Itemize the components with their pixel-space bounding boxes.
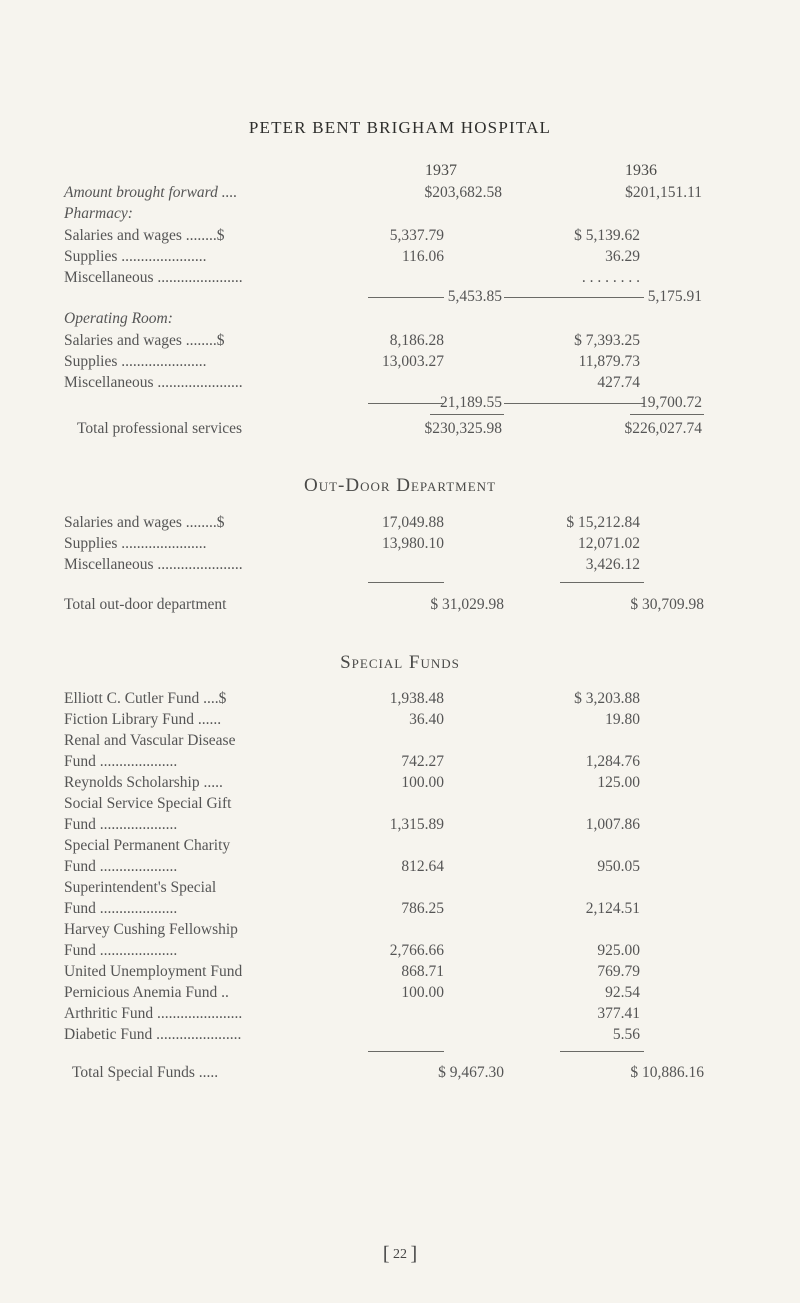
total-professional-1937: $230,325.98	[424, 420, 502, 437]
special-total-label: Total Special Funds .....	[72, 1064, 219, 1081]
fund-1937: 1,938.48	[389, 690, 444, 707]
special-funds-title: Special Funds	[340, 652, 460, 673]
fund-1936: 925.00	[597, 942, 640, 959]
pharmacy-row-1936: 36.29	[605, 248, 640, 265]
fund-1936: 769.79	[597, 963, 640, 980]
fund-1936: 2,124.51	[585, 900, 640, 917]
fund-1937: 100.00	[401, 984, 444, 1001]
operating-row-label: Salaries and wages ........$	[64, 332, 225, 349]
fund-label-cont: Fund ....................	[64, 858, 178, 875]
operating-subtotal-1936: 19,700.72	[640, 394, 702, 411]
fund-label: Harvey Cushing Fellowship	[64, 921, 238, 938]
outdoor-row-1936: 3,426.12	[585, 556, 640, 573]
pharmacy-rule-1936	[504, 297, 644, 298]
page-number	[372, 1243, 428, 1266]
outdoor-rule-1936	[560, 582, 644, 583]
outdoor-total-label: Total out-door department	[64, 596, 227, 613]
pharmacy-row-label: Miscellaneous ......................	[64, 269, 243, 286]
forward-1936: $201,151.11	[625, 184, 702, 201]
pharmacy-row-label: Supplies ......................	[64, 248, 207, 265]
fund-1937: 868.71	[401, 963, 444, 980]
fund-1937: 742.27	[401, 753, 444, 770]
fund-label: Arthritic Fund ......................	[64, 1005, 243, 1022]
pharmacy-subtotal-1936: 5,175.91	[647, 288, 702, 305]
fund-1936: 92.54	[605, 984, 640, 1001]
page-header: PETER BENT BRIGHAM HOSPITAL	[248, 118, 552, 137]
outdoor-row-label: Salaries and wages ........$	[64, 514, 225, 531]
outdoor-row-1936: 12,071.02	[578, 535, 640, 552]
fund-label: Fiction Library Fund ......	[64, 711, 222, 728]
fund-label: United Unemployment Fund	[64, 963, 243, 980]
operating-row-1936: $ 7,393.25	[574, 332, 640, 349]
fund-1936: 125.00	[597, 774, 640, 791]
operating-title: Operating Room:	[64, 310, 173, 327]
year-1937-heading: 1937	[425, 162, 457, 179]
pharmacy-row-1936: $ 5,139.62	[574, 227, 640, 244]
fund-1936: 5.56	[612, 1026, 640, 1043]
fund-1936: 377.41	[597, 1005, 640, 1022]
outdoor-row-1937: 17,049.88	[382, 514, 444, 531]
pharmacy-row-1937: 5,337.79	[389, 227, 444, 244]
forward-label: Amount brought forward ....	[64, 184, 238, 201]
fund-1937: 1,315.89	[389, 816, 444, 833]
fund-label: Elliott C. Cutler Fund ....$	[64, 690, 227, 707]
fund-1936: 950.05	[597, 858, 640, 875]
fund-1936: 1,007.86	[585, 816, 640, 833]
outdoor-total-1937: $ 31,029.98	[430, 596, 504, 613]
outdoor-row-1936: $ 15,212.84	[566, 514, 640, 531]
fund-1937: 100.00	[401, 774, 444, 791]
fund-label: Reynolds Scholarship .....	[64, 774, 223, 791]
pharmacy-row-1937: 116.06	[401, 248, 444, 265]
fund-label: Pernicious Anemia Fund ..	[64, 984, 229, 1001]
operating-row-1936: 427.74	[597, 374, 640, 391]
fund-1936: 19.80	[605, 711, 640, 728]
fund-label-cont: Fund ....................	[64, 816, 178, 833]
special-total-1936: $ 10,886.16	[630, 1064, 704, 1081]
fund-1937: 36.40	[409, 711, 444, 728]
fund-1937: 786.25	[401, 900, 444, 917]
total-professional-label: Total professional services	[77, 420, 243, 437]
operating-row-1937: 8,186.28	[389, 332, 444, 349]
year-1936-heading: 1936	[625, 162, 657, 179]
operating-row-1937: 13,003.27	[382, 353, 444, 370]
bracket-right: ]	[410, 1243, 418, 1265]
fund-label-cont: Fund ....................	[64, 942, 178, 959]
prof-total-rule-1937	[430, 414, 504, 415]
page-number-value: 22	[393, 1247, 407, 1262]
operating-subtotal-1937: 21,189.55	[440, 394, 502, 411]
pharmacy-row-1936: . . . . . . . .	[581, 269, 640, 286]
fund-label: Diabetic Fund ......................	[64, 1026, 242, 1043]
fund-label: Special Permanent Charity	[64, 837, 231, 854]
prof-total-rule-1936	[630, 414, 704, 415]
fund-1936: $ 3,203.88	[574, 690, 640, 707]
outdoor-rule-1937	[368, 582, 444, 583]
special-rule-1937	[368, 1051, 444, 1052]
pharmacy-subtotal-1937: 5,453.85	[447, 288, 502, 305]
fund-label: Renal and Vascular Disease	[64, 732, 236, 749]
pharmacy-row-label: Salaries and wages ........$	[64, 227, 225, 244]
operating-rule-1936	[504, 403, 644, 404]
outdoor-row-label: Miscellaneous ......................	[64, 556, 243, 573]
bracket-left: [	[382, 1243, 390, 1265]
operating-row-label: Miscellaneous ......................	[64, 374, 243, 391]
fund-label-cont: Fund ....................	[64, 900, 178, 917]
operating-row-1936: 11,879.73	[578, 353, 640, 370]
forward-1937: $203,682.58	[424, 184, 502, 201]
outdoor-total-1936: $ 30,709.98	[630, 596, 704, 613]
fund-1937: 812.64	[401, 858, 444, 875]
pharmacy-title: Pharmacy:	[64, 205, 133, 222]
outdoor-title: Out-Door Department	[303, 475, 497, 496]
fund-1937: 2,766.66	[389, 942, 444, 959]
fund-label: Superintendent's Special	[64, 879, 217, 896]
operating-row-label: Supplies ......................	[64, 353, 207, 370]
total-professional-1936: $226,027.74	[624, 420, 702, 437]
fund-label-cont: Fund ....................	[64, 753, 178, 770]
special-total-1937: $ 9,467.30	[438, 1064, 504, 1081]
outdoor-row-1937: 13,980.10	[382, 535, 444, 552]
outdoor-row-label: Supplies ......................	[64, 535, 207, 552]
special-rule-1936	[560, 1051, 644, 1052]
fund-1936: 1,284.76	[585, 753, 640, 770]
fund-label: Social Service Special Gift	[64, 795, 232, 812]
